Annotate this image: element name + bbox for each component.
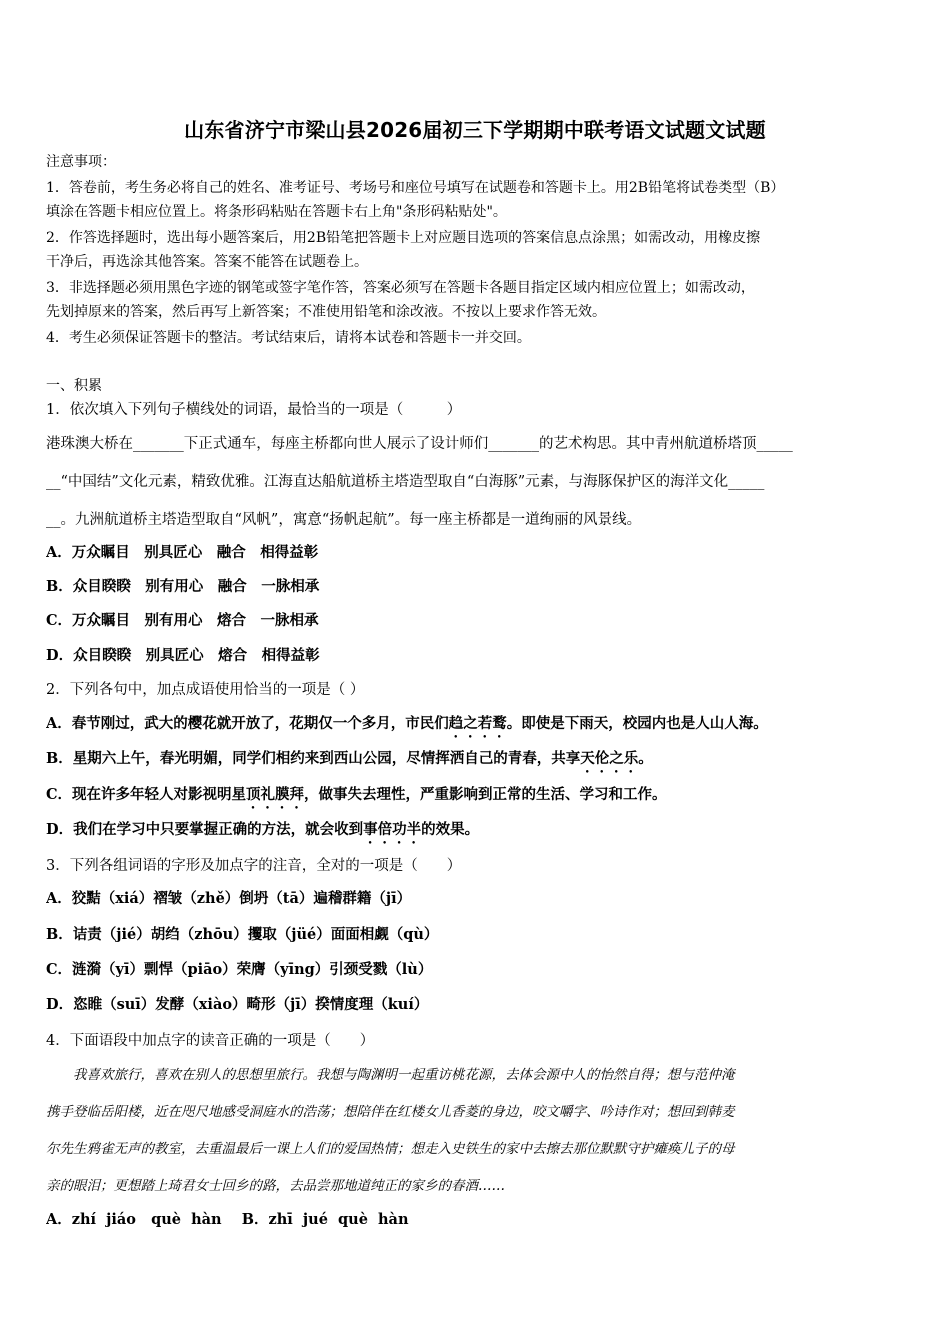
page-title: 山东省济宁市梁山县2026届初三下学期期中联考语文试题文试题 — [184, 118, 766, 142]
question-4-stem: 4．下面语段中加点字的读音正确的一项是（ ） — [46, 1033, 375, 1049]
question-2-option-b: B．星期六上午，春光明媚，同学们相约来到西山公园，尽情挥洒自己的青春，共享天伦之乐。 — [46, 750, 653, 767]
notice-line: 3．非选择题必须用黑色字迹的钢笔或签字笔作答，答案必须写在答题卡各题目指定区域内相应位置上；如需改动， — [46, 280, 755, 296]
question-3-stem: 3．下列各组词语的字形及加点字的注音，全对的一项是（ ） — [46, 858, 462, 874]
question-1-option-c: C．万众瞩目 别有用心 熔合 一脉相承 — [46, 612, 319, 629]
question-1-option-d: D．众目睽睽 别具匠心 熔合 相得益彰 — [46, 647, 320, 664]
notice-line: 2．作答选择题时，选出每小题答案后，用2B铅笔把答题卡上对应题目选项的答案信息点涂黑；如需改动，用橡皮擦 — [46, 230, 761, 246]
question-3-option-c: C．涟漪（yī）剽悍（piāo）荣膺（yīng）引颈受戮（lù） — [46, 961, 433, 978]
question-2-option-d: D．我们在学习中只要掌握正确的方法，就会收到事倍功半的效果。 — [46, 821, 480, 838]
section-heading: 一、积累 — [46, 378, 102, 394]
notice-line: 4．考生必须保证答题卡的整洁。考试结束后，请将本试卷和答题卡一并交回。 — [46, 330, 531, 346]
notice-line: 先划掉原来的答案，然后再写上新答案；不准使用铅笔和涂改液。不按以上要求作答无效。 — [46, 304, 606, 320]
notice-heading: 注意事项： — [46, 154, 116, 170]
notice-line: 填涂在答题卡相应位置上。将条形码粘贴在答题卡右上角"条形码粘贴处"。 — [46, 204, 507, 220]
dotted-idiom: 趋之若鹜 — [448, 715, 507, 732]
question-2-stem: 2．下列各句中，加点成语使用恰当的一项是（ ） — [46, 682, 365, 698]
question-2-option-c: C．现在许多年轻人对影视明星顶礼膜拜，做事失去理性，严重影响到正常的生活、学习和工作。 — [46, 786, 667, 803]
question-1-passage: __。九洲航道桥主塔造型取自“风帆”，寓意“扬帆起航”。每一座主桥都是一道绚丽的风景线。 — [46, 512, 642, 528]
notice-line: 1．答卷前，考生务必将自己的姓名、准考证号、考场号和座位号填写在试题卷和答题卡上。用2B铅笔将试卷类型（B） — [46, 180, 785, 196]
dotted-idiom: 天伦之乐 — [580, 750, 639, 767]
question-3-option-b: B．诘责（jié）胡绉（zhōu）攫取（jüé）面面相觑（qù） — [46, 926, 439, 943]
question-4-passage: 携手登临岳阳楼，近在咫尺地感受洞庭水的浩荡；想陪伴在红楼女儿香菱的身边，咬文嚼字、吟诗作对；想回到韩麦 — [46, 1104, 735, 1120]
dotted-idiom: 事倍功半 — [363, 821, 422, 838]
question-2-option-a: A．春节刚过，武大的樱花就开放了，花期仅一个多月，市民们趋之若鹜。即使是下雨天，校园内也是人山人海。 — [46, 715, 768, 732]
question-1-passage: __“中国结”文化元素，精致优雅。江海直达船航道桥主塔造型取自“白海豚”元素，与海豚保护区的海洋文化_____ — [46, 474, 765, 490]
question-1-stem: 1．依次填入下列句子横线处的词语，最恰当的一项是（ ） — [46, 402, 462, 418]
question-3-option-d: D．恣睢（suī）发酵（xiào）畸形（jī）揆情度理（kuí） — [46, 996, 429, 1013]
dotted-idiom: 顶礼膜拜 — [246, 786, 305, 803]
question-3-option-a: A．狡黠（xiá）褶皱（zhě）倒坍（tā）遍稽群籍（jī） — [46, 890, 412, 907]
question-1-passage: 港珠澳大桥在_______下正式通车，每座主桥都向世人展示了设计师们_______的艺术构思。其中青州航道桥塔顶_____ — [46, 436, 793, 452]
question-4-passage: 尔先生鸦雀无声的教室，去重温最后一课上人们的爱国热情；想走入史铁生的家中去擦去那位默默守护瘫痪儿子的母 — [46, 1141, 735, 1157]
question-4-passage: 亲的眼泪；更想踏上琦君女士回乡的路，去品尝那地道纯正的家乡的春酒…… — [46, 1178, 505, 1194]
question-1-option-b: B．众目睽睽 别有用心 融合 一脉相承 — [46, 578, 320, 595]
question-1-option-a: A．万众瞩目 别具匠心 融合 相得益彰 — [46, 544, 319, 561]
question-4-passage: 我喜欢旅行，喜欢在别人的思想里旅行。我想与陶渊明一起重访桃花源，去体会源中人的怡然自得；想与范仲淹 — [46, 1067, 735, 1083]
question-4-options: A．zhí jiáo què hàn B．zhī jué què hàn — [46, 1211, 409, 1228]
notice-line: 干净后，再选涂其他答案。答案不能答在试题卷上。 — [46, 254, 368, 270]
